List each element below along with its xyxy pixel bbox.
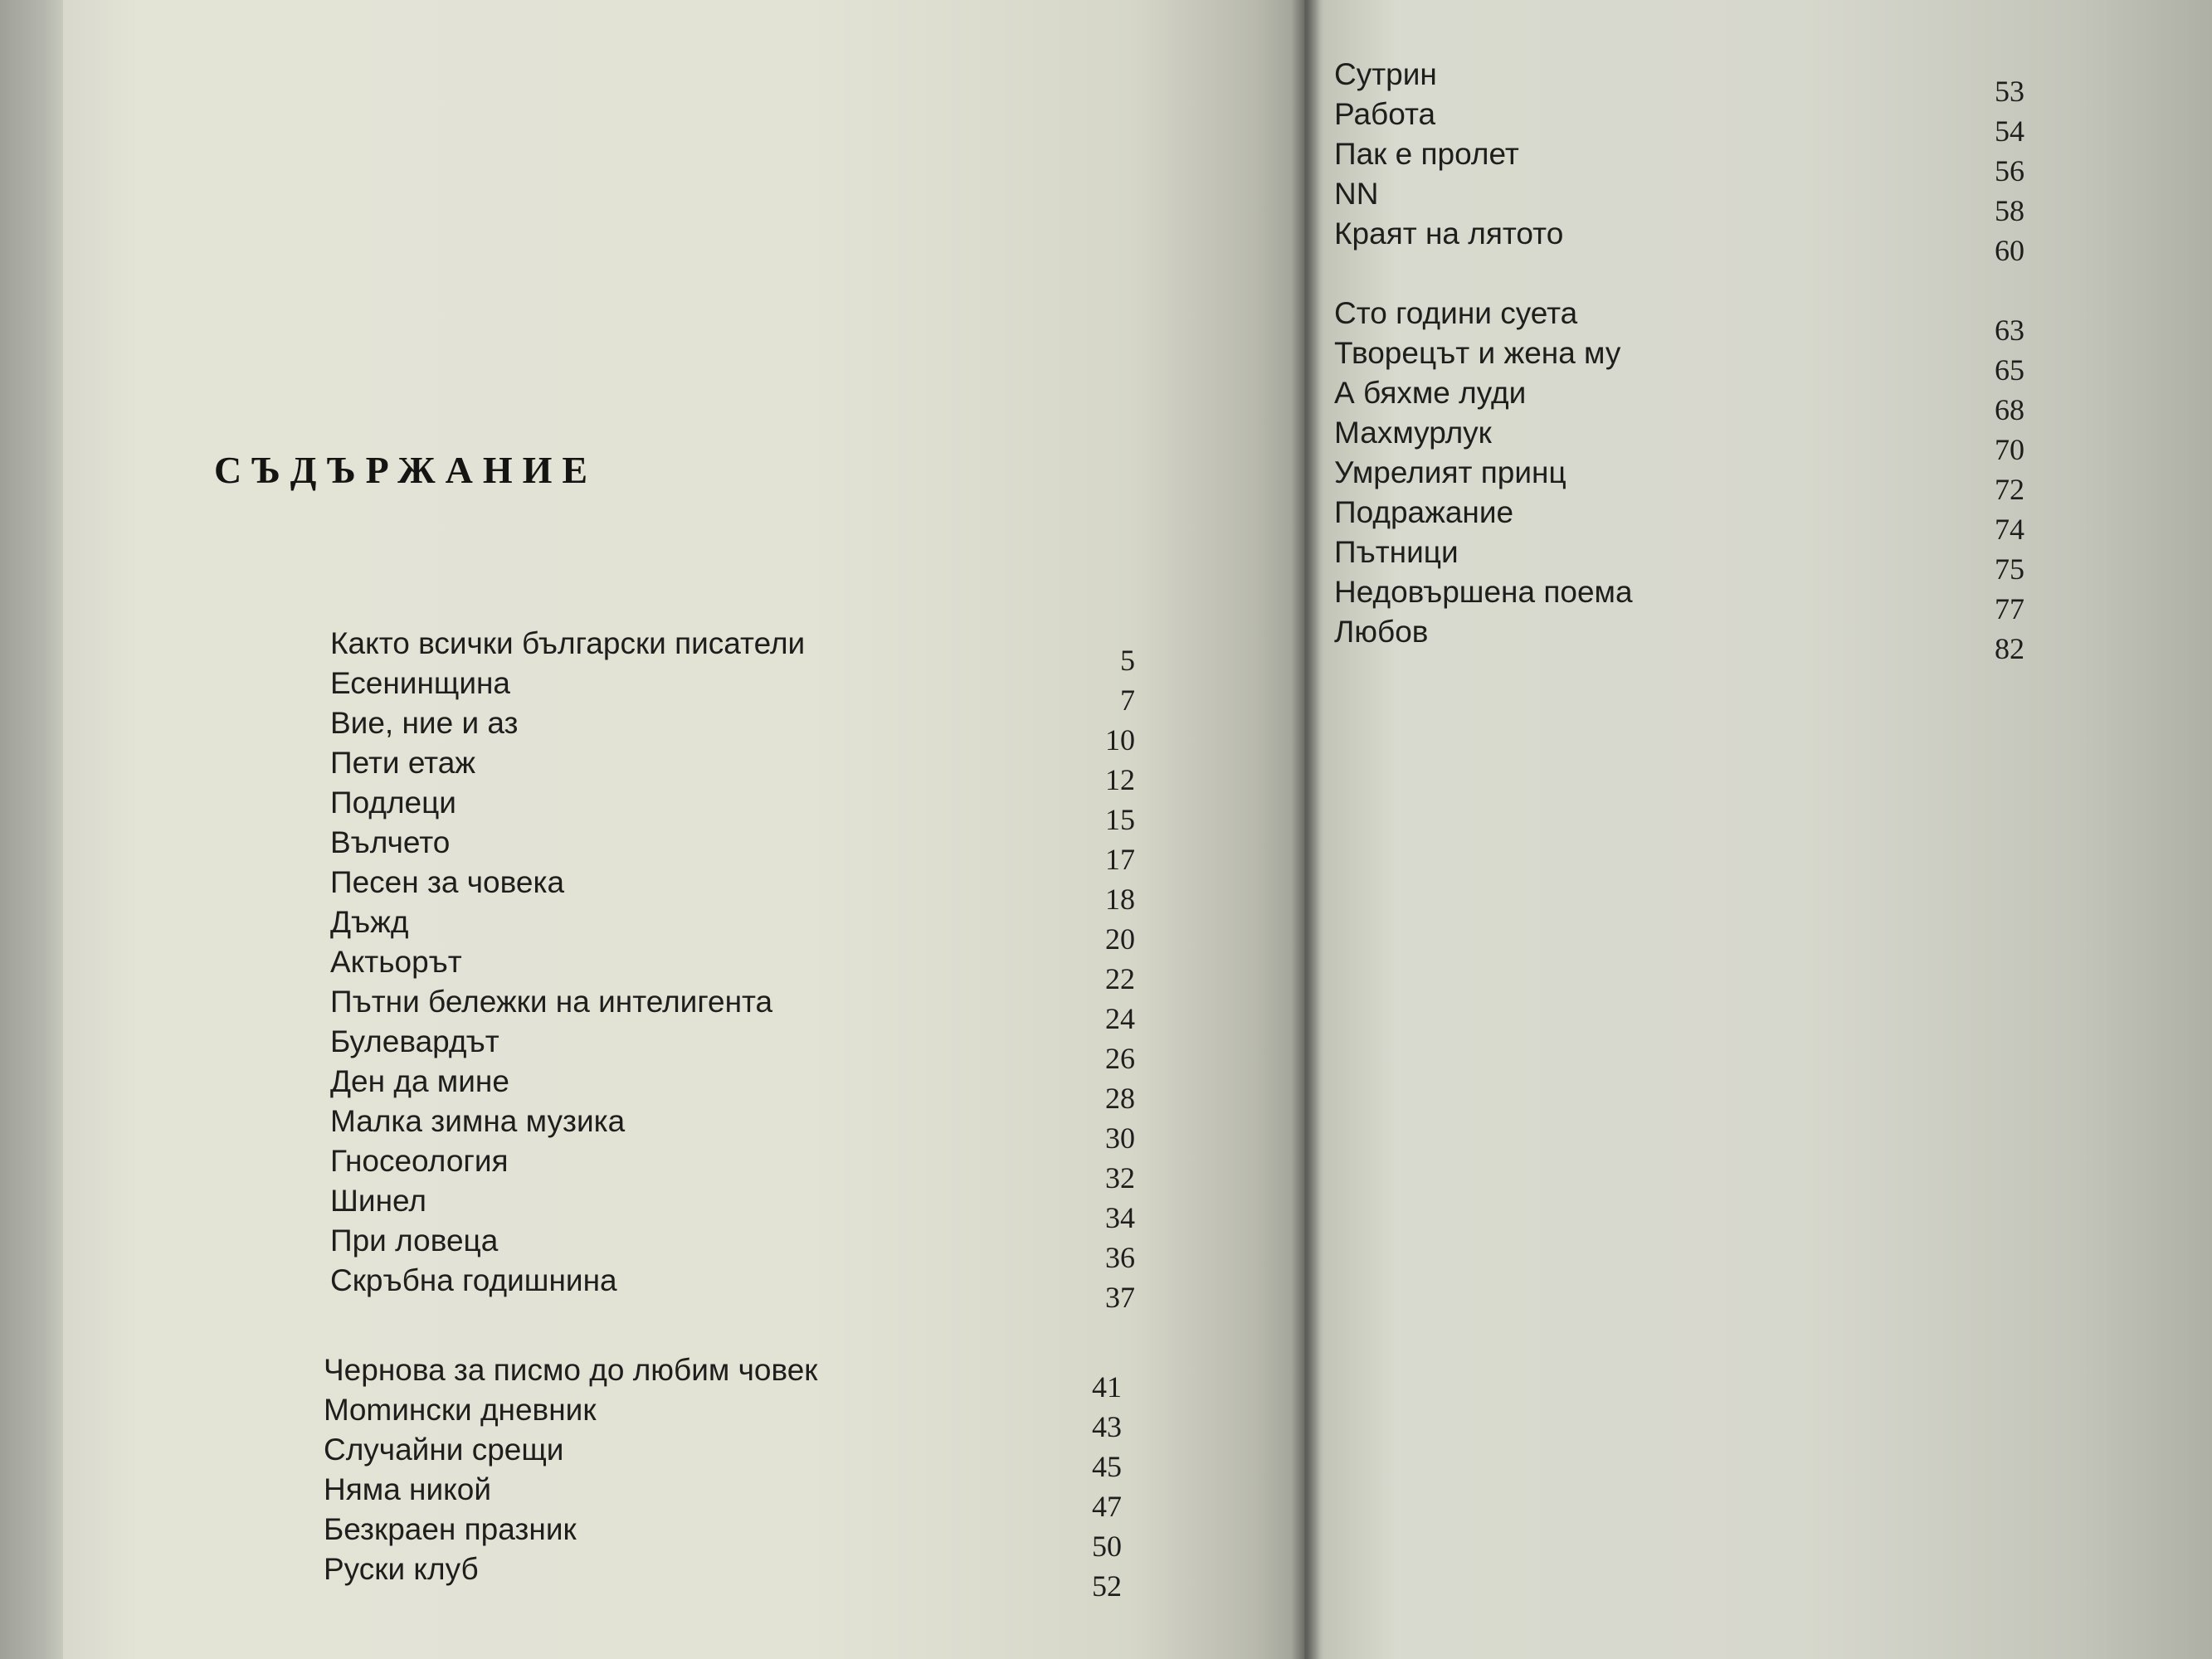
toc-entry-title: Вълчето [330,825,451,859]
toc-entry-title: Булевардът [330,1024,499,1058]
toc-entry-page: 22 [1105,962,1135,995]
toc-entry-page: 65 [1995,353,2024,387]
toc-entry-page: 17 [1105,843,1135,876]
toc-entry [1334,612,2024,665]
toc-entry-page: 47 [1092,1490,1122,1523]
toc-entry-title: Momински дневник [324,1393,597,1427]
toc-entry [330,942,1135,995]
toc-entry [324,1390,1122,1443]
toc-entry-page: 54 [1995,114,2024,148]
toc-entry-title: Махмурлук [1334,416,1492,450]
toc-entry-page: 82 [1995,632,2024,665]
toc-entry-page: 74 [1995,513,2024,546]
toc-entry [330,703,1135,757]
toc-entry-page: 15 [1105,803,1135,836]
toc-entry [330,1141,1135,1194]
toc-entry-title: Актьорът [330,945,462,979]
toc-heading: СЪДЪРЖАНИЕ [214,449,598,491]
toc-entry-title: Подлеци [330,786,456,820]
toc-entry-title: Малка зимна музика [330,1104,626,1138]
toc-entry-page: 56 [1995,154,2024,187]
toc-entry-page: 26 [1105,1042,1135,1075]
toc-entry-title: Руски клуб [324,1552,479,1586]
toc-entry [1334,413,2024,466]
toc-entry-title: Дъжд [330,905,409,939]
toc-list-left-2 [324,1350,1122,1603]
toc-entry-page: 28 [1105,1082,1135,1115]
toc-entry-page: 75 [1995,552,2024,586]
book-gutter [1291,0,1321,1659]
toc-entry-title: Сто години суета [1334,296,1578,330]
toc-entry-title: Краят на лятото [1334,216,1564,251]
toc-entry [324,1430,1122,1483]
toc-entry-page: 12 [1105,763,1135,796]
toc-entry [1334,214,2024,267]
toc-entry-title: Както всички български писатели [330,626,806,660]
toc-entry [1334,572,2024,625]
toc-entry-page: 10 [1105,723,1135,757]
toc-entry-title: Пътници [1334,535,1459,569]
toc-entry-title: Сутрин [1334,57,1437,91]
toc-entry [330,1102,1135,1155]
toc-entry-title: Гносеология [330,1144,509,1178]
toc-entry [1334,533,2024,586]
toc-entry [330,823,1135,876]
toc-entry-title: Скръбна годишнина [330,1263,617,1297]
toc-entry [1334,95,2024,148]
toc-entry-title: NN [1334,177,1379,211]
toc-entry-page: 36 [1105,1241,1135,1274]
toc-entry-page: 77 [1995,592,2024,625]
toc-entry-title: Песен за човека [330,865,565,899]
toc-entry-title: Любов [1334,615,1429,649]
toc-entry-title: Подражание [1334,495,1514,529]
toc-entry-title: Вие, ние и аз [330,706,519,740]
toc-entry-page: 34 [1105,1201,1135,1234]
toc-entry-title: Работа [1334,97,1436,131]
toc-entry-title: Пак е пролет [1334,137,1519,171]
toc-entry [1334,333,2024,387]
toc-entry-title: При ловеца [330,1224,499,1258]
toc-entry [330,1221,1135,1274]
toc-entry [324,1550,1122,1603]
toc-entry-page: 50 [1092,1530,1122,1563]
toc-entry-page: 7 [1120,684,1135,717]
toc-entry [324,1510,1122,1563]
toc-entry-page: 58 [1995,194,2024,227]
toc-entry-title: Творецът и жена му [1334,336,1621,370]
toc-entry-title: Пети етаж [330,746,476,780]
toc-entry-page: 45 [1092,1450,1122,1483]
toc-entry-page: 30 [1105,1121,1135,1155]
toc-entry-page: 18 [1105,883,1135,916]
toc-entry-page: 43 [1092,1410,1122,1443]
toc-entry-page: 70 [1995,433,2024,466]
page-edge [0,0,63,1659]
toc-entry-title: Няма никой [324,1472,492,1506]
toc-list-right-2 [1334,294,2024,665]
toc-entry-title: А бяхме луди [1334,376,1527,410]
toc-entry [324,1470,1122,1523]
toc-entry-page: 5 [1120,644,1135,677]
toc-entry [330,624,1135,677]
toc-entry [1334,373,2024,426]
toc-entry [330,902,1135,956]
toc-entry-title: Умрелият принц [1334,455,1566,489]
toc-entry-page: 32 [1105,1161,1135,1194]
toc-entry [330,783,1135,836]
toc-entry-title: Недовършена поема [1334,575,1633,609]
toc-entry-title: Есенинщина [330,666,510,700]
toc-entry [1334,453,2024,506]
toc-list-right-1 [1334,55,2024,267]
toc-entry [330,1181,1135,1234]
toc-entry-page: 20 [1105,922,1135,956]
toc-entry [330,863,1135,916]
toc-entry-title: Чернова за писмо до любим човек [324,1353,818,1387]
toc-entry-title: Пътни бележки на интелигента [330,985,773,1019]
toc-entry [1334,134,2024,187]
toc-entry [330,1022,1135,1075]
toc-entry [330,982,1135,1035]
toc-entry [1334,55,2024,108]
toc-entry [1334,493,2024,546]
toc-entry [1334,294,2024,347]
toc-entry-page: 41 [1092,1370,1122,1404]
toc-entry [330,1261,1135,1314]
toc-entry-page: 63 [1995,314,2024,347]
toc-entry [324,1350,1122,1404]
toc-entry-page: 53 [1995,75,2024,108]
toc-entry-title: Шинел [330,1184,426,1218]
toc-entry-page: 72 [1995,473,2024,506]
toc-entry-title: Ден да мине [330,1064,509,1098]
toc-entry-title: Безкраен празник [324,1512,577,1546]
toc-entry-page: 60 [1995,234,2024,267]
toc-entry [330,743,1135,796]
toc-entry [330,1062,1135,1115]
toc-entry-page: 52 [1092,1569,1122,1603]
toc-entry [1334,174,2024,227]
toc-entry-page: 24 [1105,1002,1135,1035]
toc-entry-title: Случайни срещи [324,1433,564,1467]
toc-entry-page: 37 [1105,1281,1135,1314]
toc-entry [330,664,1135,717]
toc-list-left-1 [330,624,1135,1314]
toc-entry-page: 68 [1995,393,2024,426]
